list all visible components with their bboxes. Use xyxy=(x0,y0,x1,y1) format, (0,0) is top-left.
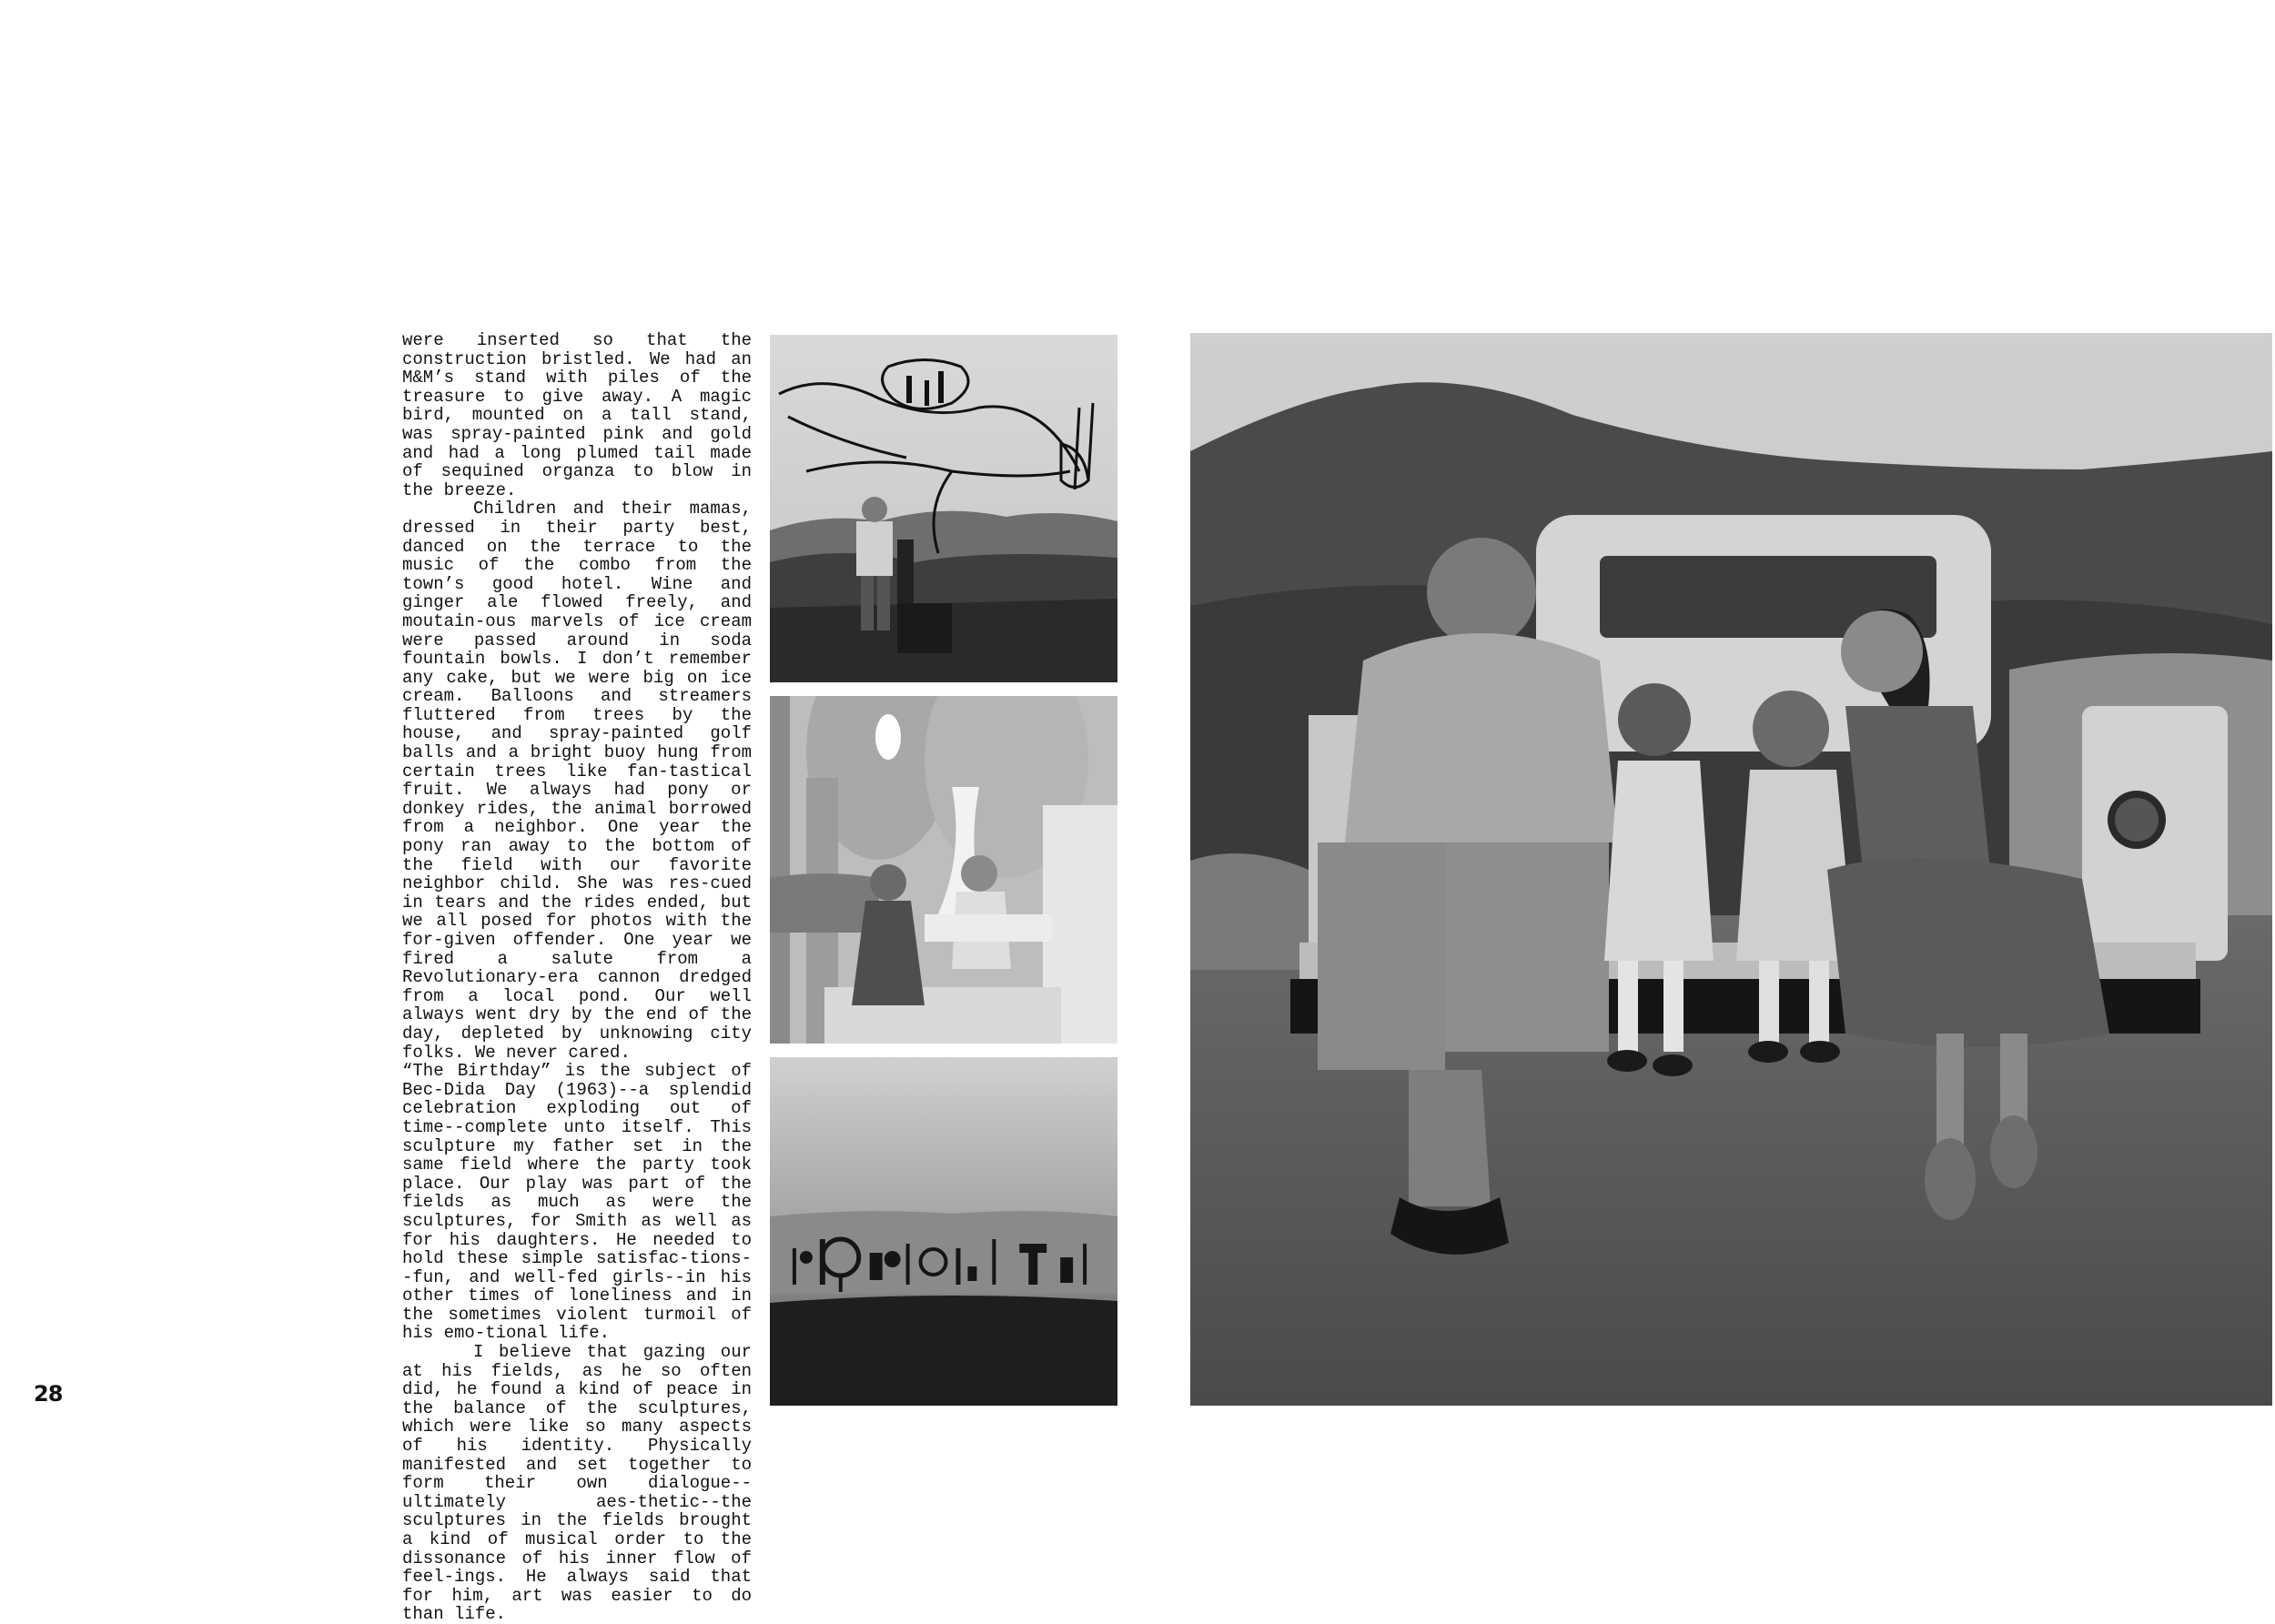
photo-two-girls-at-sculpture-icon xyxy=(770,696,1117,1044)
photo-sculptures-in-field-icon xyxy=(770,1057,1117,1406)
paragraph-1: were inserted so that the construction bristled. We had an M&M’s stand with piles of the treasure to give away. A magic bird, mounted on a tall stand, was spray-painted pink and gold and had a long plumed tail made of sequined organza to blow in the breeze. xyxy=(402,330,752,500)
paragraph-3: “The Birthday” is the subject of Bec-Dida Day (1963)--a splendid celebration exploding out of time--complete unto itself. This sculpture my father set in the same field where the party took place. Our play was part of the fields as much as were the sculptures, for Smith as well as for his daughters. He needed to hold these simple satisfac-tions--fun, and well-fed girls--in his other times of loneliness and in the sometimes violent turmoil of his emo-tional life. xyxy=(402,1061,752,1344)
photo-sculptor xyxy=(770,335,1117,682)
photo-girls xyxy=(770,696,1117,1044)
photo-family xyxy=(1190,333,2272,1406)
photo-field xyxy=(770,1057,1117,1406)
page-number: 28 xyxy=(34,1381,63,1407)
paragraph-2: Children and their mamas, dressed in their party best, danced on the terrace to the music of the combo from the town’s good hotel. Wine and ginger ale flowed freely, and moutain-ous marvels of ice cream were passed around in soda fountain bowls. I don’t remember any cake, but we were big on ice cream. Balloons and streamers fluttered from trees by the house, and spray-painted golf balls and a bright buoy hung from certain trees like fan-tastical fruit. We always had pony or donkey rides, the animal borrowed from a neighbor. One year the pony ran away to the bottom of the field with our favorite neighbor child. She was res-cued in tears and the rides ended, but we all posed for photos with the for-given offender. One year we fired a salute from a Revolutionary-era cannon dredged from a local pond. Our well always went dry by the end of the day, depleted by unknowing city folks. We never cared. xyxy=(402,499,752,1063)
paragraph-4: I believe that gazing our at his fields, as he so often did, he found a kind of peace in the balance of the sculptures, which were like so many aspects of his identity. Physically manifested and set together to form their own dialogue--ultimately aes-thetic--the sculptures in the fields brought a kind of musical order to the dissonance of his inner flow of feel-ings. He always said that for him, art was easier to do than life. xyxy=(402,1342,752,1624)
photo-family-on-truck-tailgate-icon xyxy=(1190,333,2272,1406)
photo-sculptor-with-bird-sculpture-icon xyxy=(770,335,1117,682)
body-text-column xyxy=(402,330,752,1624)
